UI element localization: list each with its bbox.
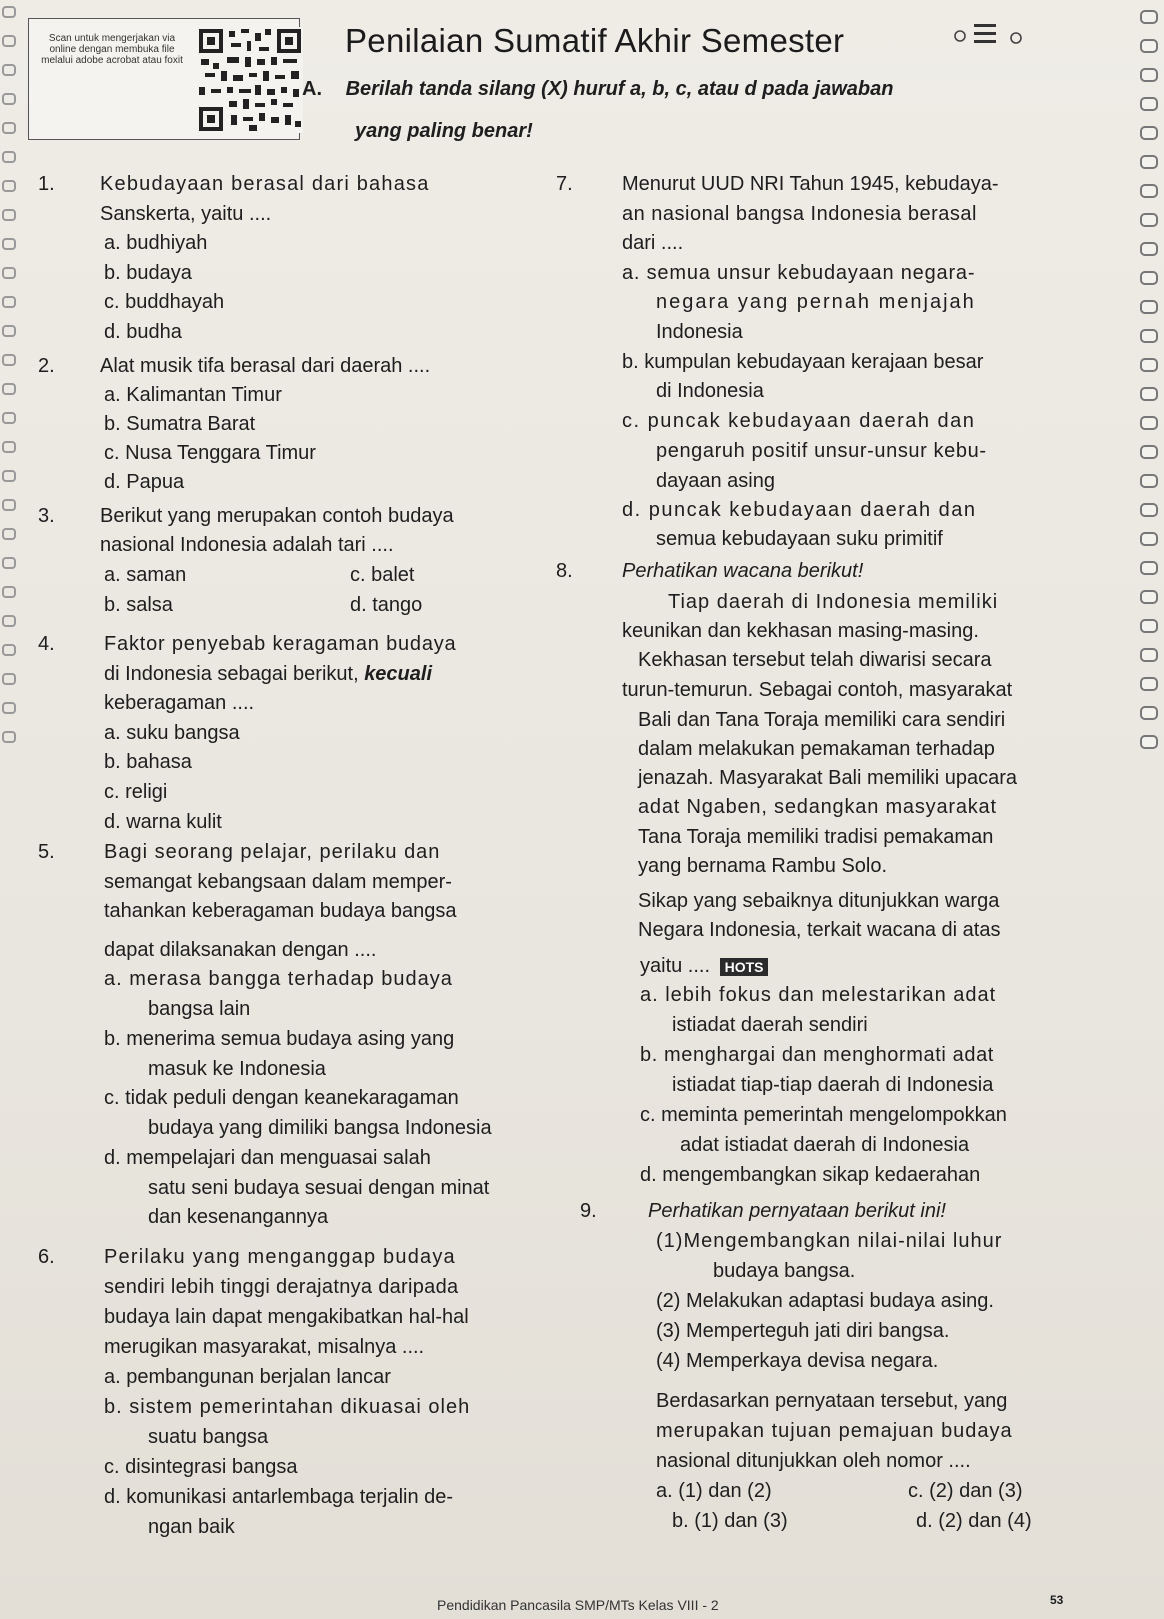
binding-hole	[2, 702, 16, 714]
question-line: b. bahasa	[104, 751, 192, 773]
question-line: a. saman	[104, 564, 187, 586]
question-line: d. warna kulit	[104, 811, 222, 833]
binding-ring	[1140, 358, 1158, 372]
binding-hole	[2, 644, 16, 656]
question-line: masuk ke Indonesia	[148, 1058, 326, 1080]
question-line: Bali dan Tana Toraja memiliki cara sendiri	[638, 709, 1006, 731]
question-line: 6.	[38, 1246, 55, 1268]
question-line: dapat dilaksanakan dengan ....	[104, 939, 377, 961]
question-line: d. mengembangkan sikap kedaerahan	[640, 1164, 981, 1186]
question-line: c. disintegrasi bangsa	[104, 1456, 298, 1478]
question-line: semangat kebangsaan dalam memper-	[104, 871, 452, 893]
question-line: a. merasa bangga terhadap budaya	[104, 968, 453, 990]
question-line: a. (1) dan (2)	[656, 1480, 772, 1502]
binding-ring	[1140, 68, 1158, 82]
question-line: tahankan keberagaman budaya bangsa	[104, 900, 457, 922]
question-line: istiadat daerah sendiri	[672, 1014, 868, 1036]
binding-hole	[2, 528, 16, 540]
binding-hole	[2, 35, 16, 47]
question-line: Alat musik tifa berasal dari daerah ....	[100, 355, 431, 377]
question-line: Kebudayaan berasal dari bahasa	[100, 173, 430, 195]
binding-hole	[2, 441, 16, 453]
question-line: nasional Indonesia adalah tari ....	[100, 534, 394, 556]
binding-hole	[2, 383, 16, 395]
question-line: merugikan masyarakat, misalnya ....	[104, 1336, 425, 1358]
question-line: merupakan tujuan pemajuan budaya	[656, 1420, 1013, 1442]
question-line: d. mempelajari dan menguasai salah	[104, 1147, 431, 1169]
binding-hole	[2, 673, 16, 685]
question-line: Tiap daerah di Indonesia memiliki	[668, 591, 999, 613]
question-line: d. budha	[104, 321, 182, 343]
qr-code-icon[interactable]	[197, 27, 303, 133]
binding-hole	[2, 499, 16, 511]
question-line: bangsa lain	[148, 998, 251, 1020]
question-line: c. (2) dan (3)	[908, 1480, 1023, 1502]
q8-answer-lead-text: yaitu ....	[640, 955, 711, 977]
question-line: a. lebih fokus dan melestarikan adat	[640, 984, 997, 1006]
question-line: c. balet	[350, 564, 415, 586]
binding-hole	[2, 412, 16, 424]
question-line: c. tidak peduli dengan keanekaragaman	[104, 1087, 459, 1109]
binding-ring	[1140, 416, 1158, 430]
question-line: dari ....	[622, 232, 684, 254]
question-line: Faktor penyebab keragaman budaya	[104, 633, 457, 655]
question-line: Bagi seorang pelajar, perilaku dan	[104, 841, 441, 863]
question-line: (2) Melakukan adaptasi budaya asing.	[656, 1290, 994, 1312]
question-line: b. menerima semua budaya asing yang	[104, 1028, 455, 1050]
binding-hole	[2, 325, 16, 337]
instruction-line-1: Berilah tanda silang (X) huruf a, b, c, atau d pada jawaban	[345, 78, 894, 100]
question-line: c. religi	[104, 781, 168, 803]
question-line: d. komunikasi antarlembaga terjalin de-	[104, 1486, 454, 1508]
question-line: 1.	[38, 173, 55, 195]
binding-ring	[1140, 97, 1158, 111]
question-line: Perhatikan wacana berikut!	[622, 560, 864, 582]
question-line: semua kebudayaan suku primitif	[656, 528, 943, 550]
qr-caption: Scan untuk mengerjakan via online dengan membuka file melalui adobe acrobat atau foxit	[41, 33, 183, 66]
question-line: dalam melakukan pemakaman terhadap	[638, 738, 995, 760]
question-line: a. suku bangsa	[104, 722, 240, 744]
question-line: Sikap yang sebaiknya ditunjukkan warga	[638, 890, 1000, 912]
question-line: 7.	[556, 173, 573, 195]
question-line: satu seni budaya sesuai dengan minat	[148, 1177, 490, 1199]
question-line: dayaan asing	[656, 470, 775, 492]
binding-hole	[2, 209, 16, 221]
question-line: b. (1) dan (3)	[672, 1510, 788, 1532]
question-line: sendiri lebih tinggi derajatnya daripada	[104, 1276, 459, 1298]
question-line: b. sistem pemerintahan dikuasai oleh	[104, 1396, 471, 1418]
question-line: 4.	[38, 633, 55, 655]
binding-ring	[1140, 271, 1158, 285]
question-line: b. menghargai dan menghormati adat	[640, 1044, 994, 1066]
question-line: c. puncak kebudayaan daerah dan	[622, 410, 976, 432]
question-line: Kekhasan tersebut telah diwarisi secara	[638, 649, 992, 671]
binding-ring	[1140, 242, 1158, 256]
question-line: d. (2) dan (4)	[916, 1510, 1032, 1532]
question-line: c. Nusa Tenggara Timur	[104, 442, 316, 464]
binding-hole	[2, 238, 16, 250]
question-line: turun-temurun. Sebagai contoh, masyarakat	[622, 679, 1013, 701]
question-line: 8.	[556, 560, 573, 582]
left-binding-holes	[0, 0, 16, 780]
question-line: budaya yang dimiliki bangsa Indonesia	[148, 1117, 492, 1139]
question-line: ngan baik	[148, 1516, 235, 1538]
question-line: jenazah. Masyarakat Bali memiliki upacara	[638, 767, 1018, 789]
footer-text: Pendidikan Pancasila SMP/MTs Kelas VIII - 2	[437, 1597, 719, 1613]
question-line: a. budhiyah	[104, 232, 208, 254]
question-line: budaya lain dapat mengakibatkan hal-hal	[104, 1306, 469, 1328]
binding-ring	[1140, 677, 1158, 691]
binding-ring	[1140, 532, 1158, 546]
question-line: 2.	[38, 355, 55, 377]
binding-ring	[1140, 561, 1158, 575]
binding-ring	[1140, 735, 1158, 749]
question-line: Perilaku yang menganggap budaya	[104, 1246, 456, 1268]
binding-hole	[2, 64, 16, 76]
question-line: Indonesia	[656, 321, 743, 343]
qr-panel	[28, 18, 300, 140]
question-line: nasional ditunjukkan oleh nomor ....	[656, 1450, 971, 1472]
binding-hole	[2, 93, 16, 105]
question-line: c. meminta pemerintah mengelompokkan	[640, 1104, 1007, 1126]
question-line: keberagaman ....	[104, 692, 255, 714]
question-line: Perhatikan pernyataan berikut ini!	[648, 1200, 946, 1222]
binding-ring	[1140, 10, 1158, 24]
binding-hole	[2, 731, 16, 743]
question-line: (3) Memperteguh jati diri bangsa.	[656, 1320, 950, 1342]
question-line: b. Sumatra Barat	[104, 413, 256, 435]
question-line: a. Kalimantan Timur	[104, 384, 282, 406]
question-line: 9.	[580, 1200, 597, 1222]
question-line: Tana Toraja memiliki tradisi pemakaman	[638, 826, 994, 848]
question-line: d. puncak kebudayaan daerah dan	[622, 499, 977, 521]
binding-hole	[2, 354, 16, 366]
question-line: suatu bangsa	[148, 1426, 269, 1448]
question-line: adat Ngaben, sedangkan masyarakat	[638, 796, 997, 818]
question-line: a. semua unsur kebudayaan negara-	[622, 262, 976, 284]
instruction	[302, 78, 893, 101]
binding-hole	[2, 557, 16, 569]
q8-answer-lead	[640, 955, 768, 978]
question-line: pengaruh positif unsur-unsur kebu-	[656, 440, 987, 462]
binding-ring	[1140, 503, 1158, 517]
binding-ring	[1140, 387, 1158, 401]
question-line: Sanskerta, yaitu ....	[100, 203, 272, 225]
question-line: d. Papua	[104, 471, 185, 493]
binding-hole	[2, 615, 16, 627]
binding-ring	[1140, 590, 1158, 604]
question-line: Menurut UUD NRI Tahun 1945, kebudaya-	[622, 173, 999, 195]
binding-ring	[1140, 706, 1158, 720]
binding-ring	[1140, 126, 1158, 140]
binding-hole	[2, 6, 16, 18]
binding-ring	[1140, 213, 1158, 227]
binding-ring	[1140, 648, 1158, 662]
question-line: a. pembangunan berjalan lancar	[104, 1366, 391, 1388]
page-number: 53	[1050, 1593, 1064, 1607]
question-line: budaya bangsa.	[713, 1260, 856, 1282]
question-line: an nasional bangsa Indonesia berasal	[622, 203, 977, 225]
question-line: di Indonesia sebagai berikut, kecuali	[104, 663, 433, 685]
question-line: adat istiadat daerah di Indonesia	[680, 1134, 970, 1156]
binding-ring	[1140, 39, 1158, 53]
page-title: Penilaian Sumatif Akhir Semester	[345, 22, 845, 59]
decorative-circles-icon	[952, 20, 1032, 56]
hots-badge: HOTS	[720, 958, 769, 976]
binding-hole	[2, 267, 16, 279]
question-line: d. tango	[350, 594, 423, 616]
question-line: dan kesenangannya	[148, 1206, 329, 1228]
binding-ring	[1140, 329, 1158, 343]
binding-hole	[2, 296, 16, 308]
binding-ring	[1140, 155, 1158, 169]
binding-ring	[1140, 619, 1158, 633]
question-line: negara yang pernah menjajah	[656, 291, 976, 313]
question-line: Negara Indonesia, terkait wacana di atas	[638, 919, 1001, 941]
question-line: Berdasarkan pernyataan tersebut, yang	[656, 1390, 1008, 1412]
question-line: di Indonesia	[656, 380, 764, 402]
question-line: b. kumpulan kebudayaan kerajaan besar	[622, 351, 984, 373]
spiral-binding	[1138, 0, 1158, 1560]
question-line: yang bernama Rambu Solo.	[638, 855, 888, 877]
binding-ring	[1140, 445, 1158, 459]
instruction-label: A.	[302, 78, 322, 100]
question-line: b. budaya	[104, 262, 192, 284]
binding-ring	[1140, 474, 1158, 488]
question-line: istiadat tiap-tiap daerah di Indonesia	[672, 1074, 994, 1096]
binding-ring	[1140, 184, 1158, 198]
question-line: keunikan dan kekhasan masing-masing.	[622, 620, 979, 642]
binding-hole	[2, 180, 16, 192]
instruction-line-2: yang paling benar!	[355, 120, 533, 142]
question-line: b. salsa	[104, 594, 173, 616]
binding-hole	[2, 151, 16, 163]
question-line: c. buddhayah	[104, 291, 225, 313]
question-line: 3.	[38, 505, 55, 527]
emphasis-word: kecuali	[364, 663, 433, 685]
question-line: 5.	[38, 841, 55, 863]
binding-hole	[2, 586, 16, 598]
binding-ring	[1140, 300, 1158, 314]
question-line: (4) Memperkaya devisa negara.	[656, 1350, 939, 1372]
binding-hole	[2, 470, 16, 482]
binding-hole	[2, 122, 16, 134]
question-line: (1)Mengembangkan nilai-nilai luhur	[656, 1230, 1003, 1252]
question-line: Berikut yang merupakan contoh budaya	[100, 505, 454, 527]
